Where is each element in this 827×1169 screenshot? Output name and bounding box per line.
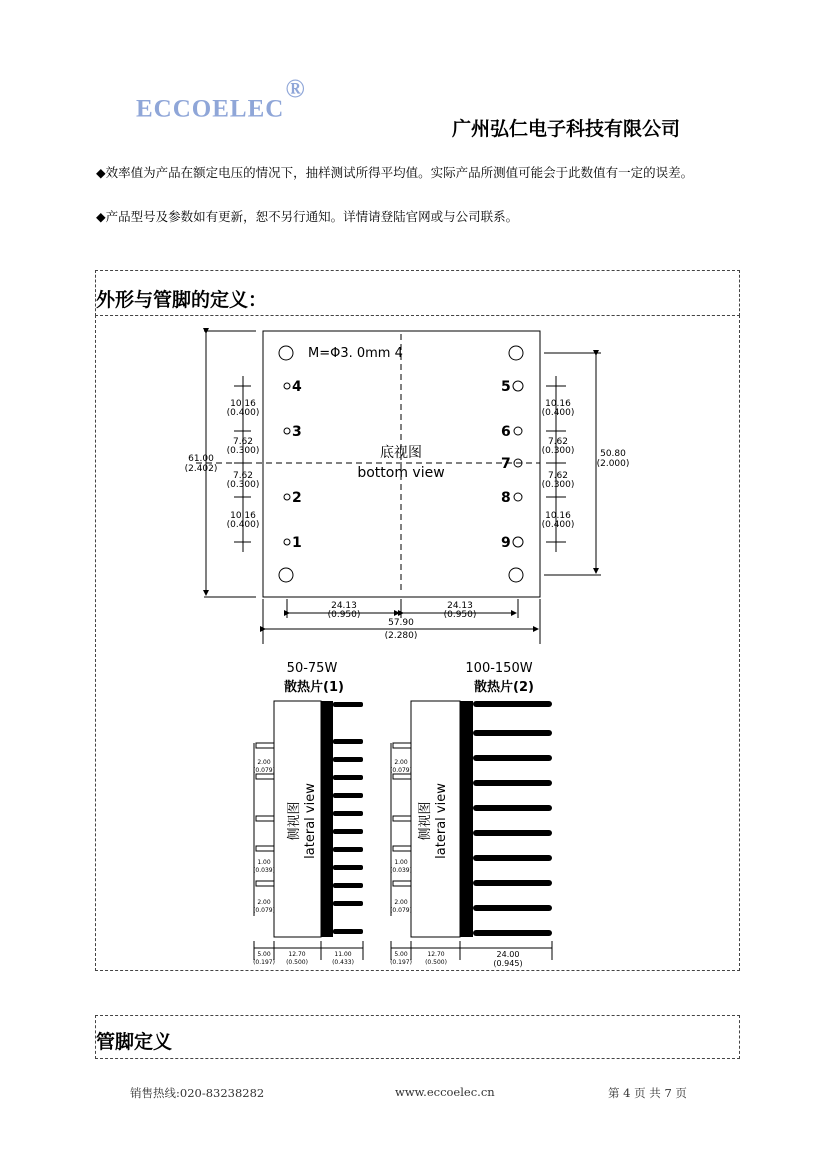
- side-view-2: [390, 661, 552, 968]
- pin-marker-4: [284, 383, 290, 389]
- pin-marker-6: [514, 427, 522, 435]
- dim-right-pitch-1: 10.16: [545, 399, 571, 409]
- side-view-2-heatsink: 散热片(2): [474, 680, 534, 695]
- pin-marker-2: [284, 494, 290, 500]
- section-pins-header: [95, 1015, 740, 1059]
- note-updates: ◆产品型号及参数如有更新，恕不另行通知。详情请登陆官网或与公司联系。: [96, 209, 519, 224]
- pin-label-1: 1: [292, 535, 302, 551]
- pin-marker-9: [513, 537, 523, 547]
- mounting-hole-label: M=Φ3. 0mm 4: [308, 346, 403, 361]
- dim-pins-right-value: 50.80: [600, 449, 626, 459]
- side-view-2-power: 100-150W: [465, 661, 533, 676]
- company-name: 广州弘仁电子科技有限公司: [452, 118, 681, 140]
- sv2-dim-c: 24.00: [496, 950, 520, 959]
- dim-left-pitch-1: 10.16: [230, 399, 256, 409]
- sv1-dim-b: 12.70: [288, 951, 306, 958]
- pin-marker-1: [284, 539, 290, 545]
- sv2-dim-pin3-in: (0.079): [390, 907, 412, 914]
- section-pins-title: 管脚定义: [96, 1031, 173, 1053]
- registered-mark: ®: [285, 74, 306, 103]
- pin-label-5: 5: [501, 379, 511, 395]
- outline-drawing: [96, 316, 739, 970]
- sv2-dim-c-in: (0.945): [493, 959, 523, 968]
- dim-left-pitch-3: 7.62: [232, 471, 254, 481]
- pin-label-9: 9: [501, 535, 511, 551]
- footer-hotline: 销售热线:020-83238282: [130, 1086, 265, 1100]
- pin-label-4: 4: [292, 379, 302, 395]
- sv1-dim-a-in: (0.197): [253, 959, 275, 966]
- dim-half-width-left-value: 24.13: [331, 601, 357, 611]
- dim-half-width-right-inch: (0.950): [443, 610, 477, 620]
- sv2-dim-pin1: 2.00: [394, 759, 408, 766]
- dim-right-pitch-4-in: (0.400): [541, 520, 575, 530]
- pin-marker-3: [284, 428, 290, 434]
- sv2-dim-b: 12.70: [427, 951, 445, 958]
- sv1-dim-c: 11.00: [334, 951, 352, 958]
- side-view-2-heatsink-base: [460, 701, 473, 937]
- side-view-1: [253, 661, 363, 966]
- sv1-dim-b-in: (0.500): [286, 959, 308, 966]
- sv2-dim-pin3: 2.00: [394, 899, 408, 906]
- sv2-title-en: lateral view: [434, 783, 449, 859]
- dim-height-inch: (2.402): [184, 464, 218, 474]
- sv1-dim-pin3: 2.00: [257, 899, 271, 906]
- sv2-dim-pin1-in: (0.079): [390, 767, 412, 774]
- bottom-view-title-en: bottom view: [357, 465, 445, 481]
- sv1-title-cn: 侧视图: [287, 801, 302, 841]
- footer-website: www.eccoelec.cn: [395, 1085, 495, 1099]
- pin-marker-5: [513, 381, 523, 391]
- dim-height-value: 61.00: [188, 454, 214, 464]
- mount-hole-bottom-right: [509, 568, 523, 582]
- side-view-1-fins: [333, 702, 363, 934]
- dim-right-pitch-4: 10.16: [545, 511, 571, 521]
- pin-label-3: 3: [292, 424, 302, 440]
- pin-marker-8: [514, 493, 522, 501]
- sv1-dim-pin2-in: (0.039): [253, 867, 275, 874]
- pin-label-7: 7: [501, 456, 511, 472]
- pin-label-8: 8: [501, 490, 511, 506]
- dim-half-width-right-value: 24.13: [447, 601, 473, 611]
- dim-pins-right-inch: (2.000): [596, 459, 630, 469]
- note-efficiency: ◆效率值为产品在额定电压的情况下，抽样测试所得平均值。实际产品所测值可能会于此数值有一定的误差。: [96, 165, 694, 180]
- section-outline-body: [95, 315, 740, 971]
- sv2-dim-a-in: (0.197): [390, 959, 412, 966]
- dim-left-pitch-3-in: (0.300): [226, 480, 260, 490]
- sv2-title-cn: 侧视图: [418, 801, 433, 841]
- dim-left-pitch-1-in: (0.400): [226, 408, 260, 418]
- dim-right-pitch-2: 7.62: [547, 437, 569, 447]
- mount-hole-bottom-left: [279, 568, 293, 582]
- dim-right-pitch-3-in: (0.300): [541, 480, 575, 490]
- pin-label-6: 6: [501, 424, 511, 440]
- mount-hole-top-right: [509, 346, 523, 360]
- sv1-dim-pin2: 1.00: [257, 859, 271, 866]
- side-view-1-heatsink-base: [321, 701, 333, 937]
- side-view-1-power: 50-75W: [286, 661, 338, 676]
- footer-page-number: 第 4 页 共 7 页: [608, 1086, 687, 1100]
- bottom-view-title-cn: 底视图: [380, 445, 422, 461]
- sv2-dim-pin2: 1.00: [394, 859, 408, 866]
- sv2-dim-b-in: (0.500): [425, 959, 447, 966]
- dim-right-pitch-1-in: (0.400): [541, 408, 575, 418]
- section-outline-header: [95, 270, 740, 316]
- sv1-dim-c-in: (0.433): [332, 959, 354, 966]
- dim-width-inch: (2.280): [384, 631, 418, 641]
- company-logo: [136, 74, 306, 123]
- dim-half-width-left-inch: (0.950): [327, 610, 361, 620]
- logo-text: ECCOELEC: [136, 95, 285, 123]
- pin-label-2: 2: [292, 490, 302, 506]
- sv1-dim-pin1: 2.00: [257, 759, 271, 766]
- sv1-title-en: lateral view: [303, 783, 318, 859]
- mount-hole-top-left: [279, 346, 293, 360]
- dim-left-pitch-4: 10.16: [230, 511, 256, 521]
- sv2-dim-pin2-in: (0.039): [390, 867, 412, 874]
- sv2-dim-a: 5.00: [394, 951, 408, 958]
- dim-left-pitch-2: 7.62: [232, 437, 254, 447]
- side-view-1-heatsink: 散热片(1): [284, 680, 344, 695]
- section-outline-title: 外形与管脚的定义：: [96, 289, 268, 311]
- dim-width-value: 57.90: [388, 618, 414, 628]
- dim-right-pitch-3: 7.62: [547, 471, 569, 481]
- sv1-dim-pin1-in: (0.079): [253, 767, 275, 774]
- dim-left-pitch-4-in: (0.400): [226, 520, 260, 530]
- dim-right-pitch-2-in: (0.300): [541, 446, 575, 456]
- sv1-dim-a: 5.00: [257, 951, 271, 958]
- sv1-dim-pin3-in: (0.079): [253, 907, 275, 914]
- dim-left-pitch-2-in: (0.300): [226, 446, 260, 456]
- side-view-2-fins: [473, 701, 552, 936]
